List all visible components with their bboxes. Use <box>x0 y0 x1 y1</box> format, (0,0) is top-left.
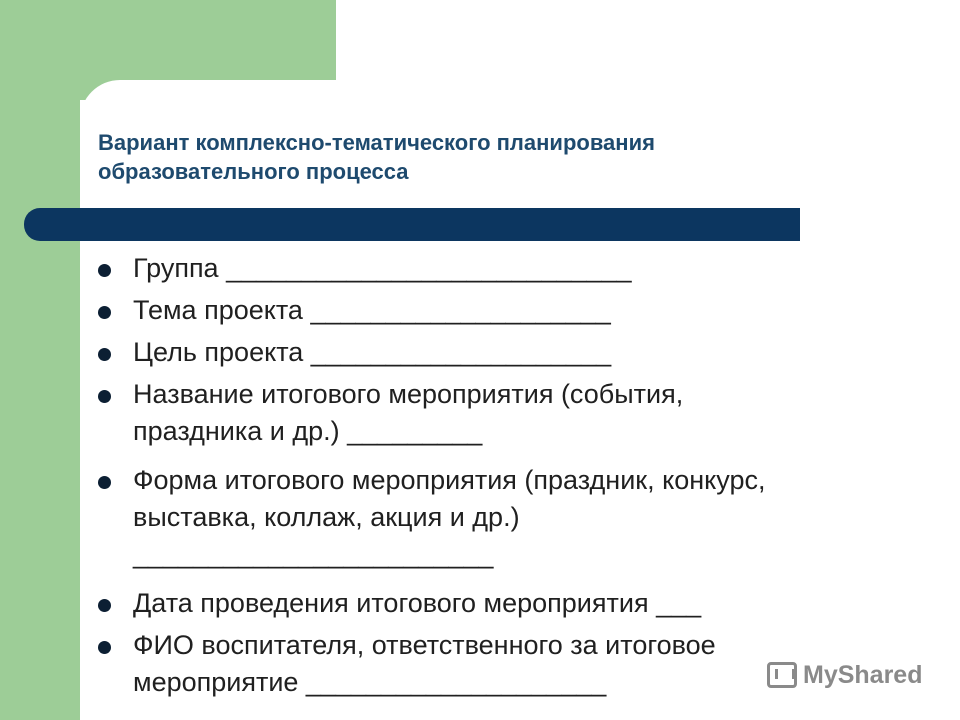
list-item <box>98 462 918 573</box>
bullet-icon <box>98 306 111 319</box>
list-item <box>98 376 918 450</box>
list-item <box>98 292 918 329</box>
watermark-text: MyShared <box>803 660 923 689</box>
title-divider-bar <box>24 208 800 241</box>
title-line-2: образовательного процесса <box>98 159 409 184</box>
list-item <box>98 585 918 622</box>
list-item-line: Форма итогового мероприятия (праздник, конкурс, <box>133 465 766 495</box>
myshared-watermark[interactable] <box>767 657 922 693</box>
bullet-icon <box>98 599 111 612</box>
list-item <box>98 250 918 287</box>
title-line-1: Вариант комплексно-тематического планирования <box>98 130 655 155</box>
green-left-strip <box>0 0 80 720</box>
list-item-line: ________________________ <box>133 539 494 569</box>
bullet-list <box>98 250 918 706</box>
list-item-line: выставка, коллаж, акция и др.) <box>133 502 520 532</box>
list-item-line: мероприятие ____________________ <box>133 667 607 697</box>
bullet-icon <box>98 264 111 277</box>
list-item-line: Цель проекта ____________________ <box>133 337 612 367</box>
list-item-line: ФИО воспитателя, ответственного за итоговое <box>133 630 716 660</box>
list-item-line: Название итогового мероприятия (события, <box>133 379 684 409</box>
slide-title <box>98 128 818 186</box>
list-item-line: Тема проекта ____________________ <box>133 295 611 325</box>
bullet-icon <box>98 348 111 361</box>
bullet-icon <box>98 476 111 489</box>
bullet-icon <box>98 390 111 403</box>
bullet-icon <box>98 641 111 654</box>
presentation-screen-icon <box>767 662 797 688</box>
list-item <box>98 334 918 371</box>
list-item-line: Дата проведения итогового мероприятия ___ <box>133 588 702 618</box>
list-item-line: Группа ___________________________ <box>133 253 632 283</box>
list-item-line: праздника и др.) _________ <box>133 416 483 446</box>
